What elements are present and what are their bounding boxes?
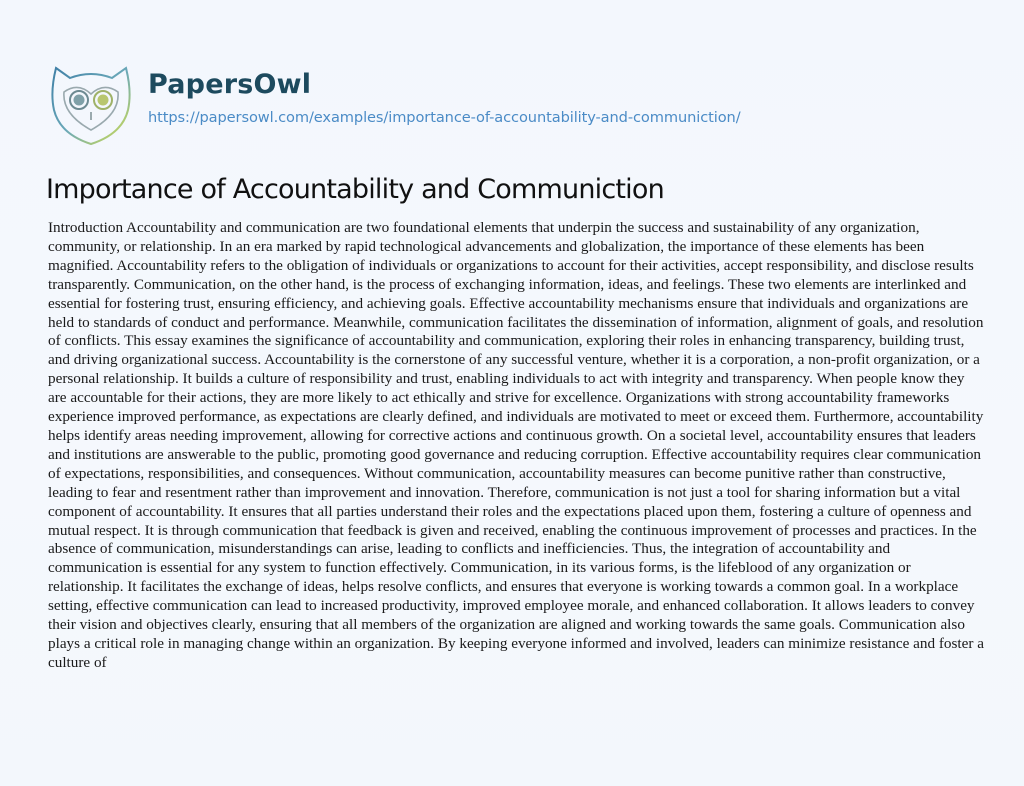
source-url-link[interactable]: https://papersowl.com/examples/importance-of-accountability-and-communiction/ [148,109,741,126]
site-header [48,62,741,152]
brand-name: PapersOwl [148,69,312,100]
page-title: Importance of Accountability and Communiction [46,174,664,205]
brand [148,70,741,127]
article-body: Introduction Accountability and communication are two foundational elements that underpin the success and sustainability of any organization, community, or relationship. In an era marked by rapid technological advancements and globalization, the importance of these elements has been magnified. Accountability refers to the obligation of individuals or organizations to account for their activities, accept responsibility, and disclose results transparently. Communication, on the other hand, is the process of exchanging information, ideas, and feelings. These two elements are interlinked and essential for fostering trust, ensuring efficiency, and achieving goals. Effective accountability mechanisms ensure that individuals and organizations are held to standards of conduct and performance. Meanwhile, communication facilitates the dissemination of information, alignment of goals, and resolution of conflicts. This essay examines the significance of accountability and communication, exploring their roles in enhancing transparency, building trust, and driving organizational success. Accountability is the cornerstone of any successful venture, whether it is a corporation, a non-profit organization, or a personal relationship. It builds a culture of responsibility and trust, enabling individuals to act with integrity and transparency. When people know they are accountable for their actions, they are more likely to act ethically and strive for excellence. Organizations with strong accountability frameworks experience improved performance, as expectations are clearly defined, and individuals are motivated to meet or exceed them. Furthermore, accountability helps identify areas needing improvement, allowing for corrective actions and continuous growth. On a societal level, accountability ensures that leaders and institutions are answerable to the public, promoting good governance and reducing corruption. Effective accountability requires clear communication of expectations, responsibilities, and consequences. Without communication, accountability measures can become punitive rather than constructive, leading to fear and resentment rather than improvement and innovation. Therefore, communication is not just a tool for sharing information but a vital component of accountability. It ensures that all parties understand their roles and the expectations placed upon them, fostering a culture of openness and mutual respect. It is through communication that feedback is given and received, enabling the continuous improvement of processes and practices. In the absence of communication, misunderstandings can arise, leading to conflicts and inefficiencies. Thus, the integration of accountability and communication is essential for any system to function effectively. Communication, in its various forms, is the lifeblood of any organization or relationship. It facilitates the exchange of ideas, helps resolve conflicts, and ensures that everyone is working towards a common goal. In a workplace setting, effective communication can lead to increased productivity, improved employee morale, and enhanced collaboration. It allows leaders to convey their vision and objectives clearly, ensuring that all members of the organization are aligned and working towards the same goals. Communication also plays a critical role in managing change within an organization. By keeping everyone informed and involved, leaders can minimize resistance and foster a culture of [48,219,984,671]
owl-logo-icon [48,62,134,148]
